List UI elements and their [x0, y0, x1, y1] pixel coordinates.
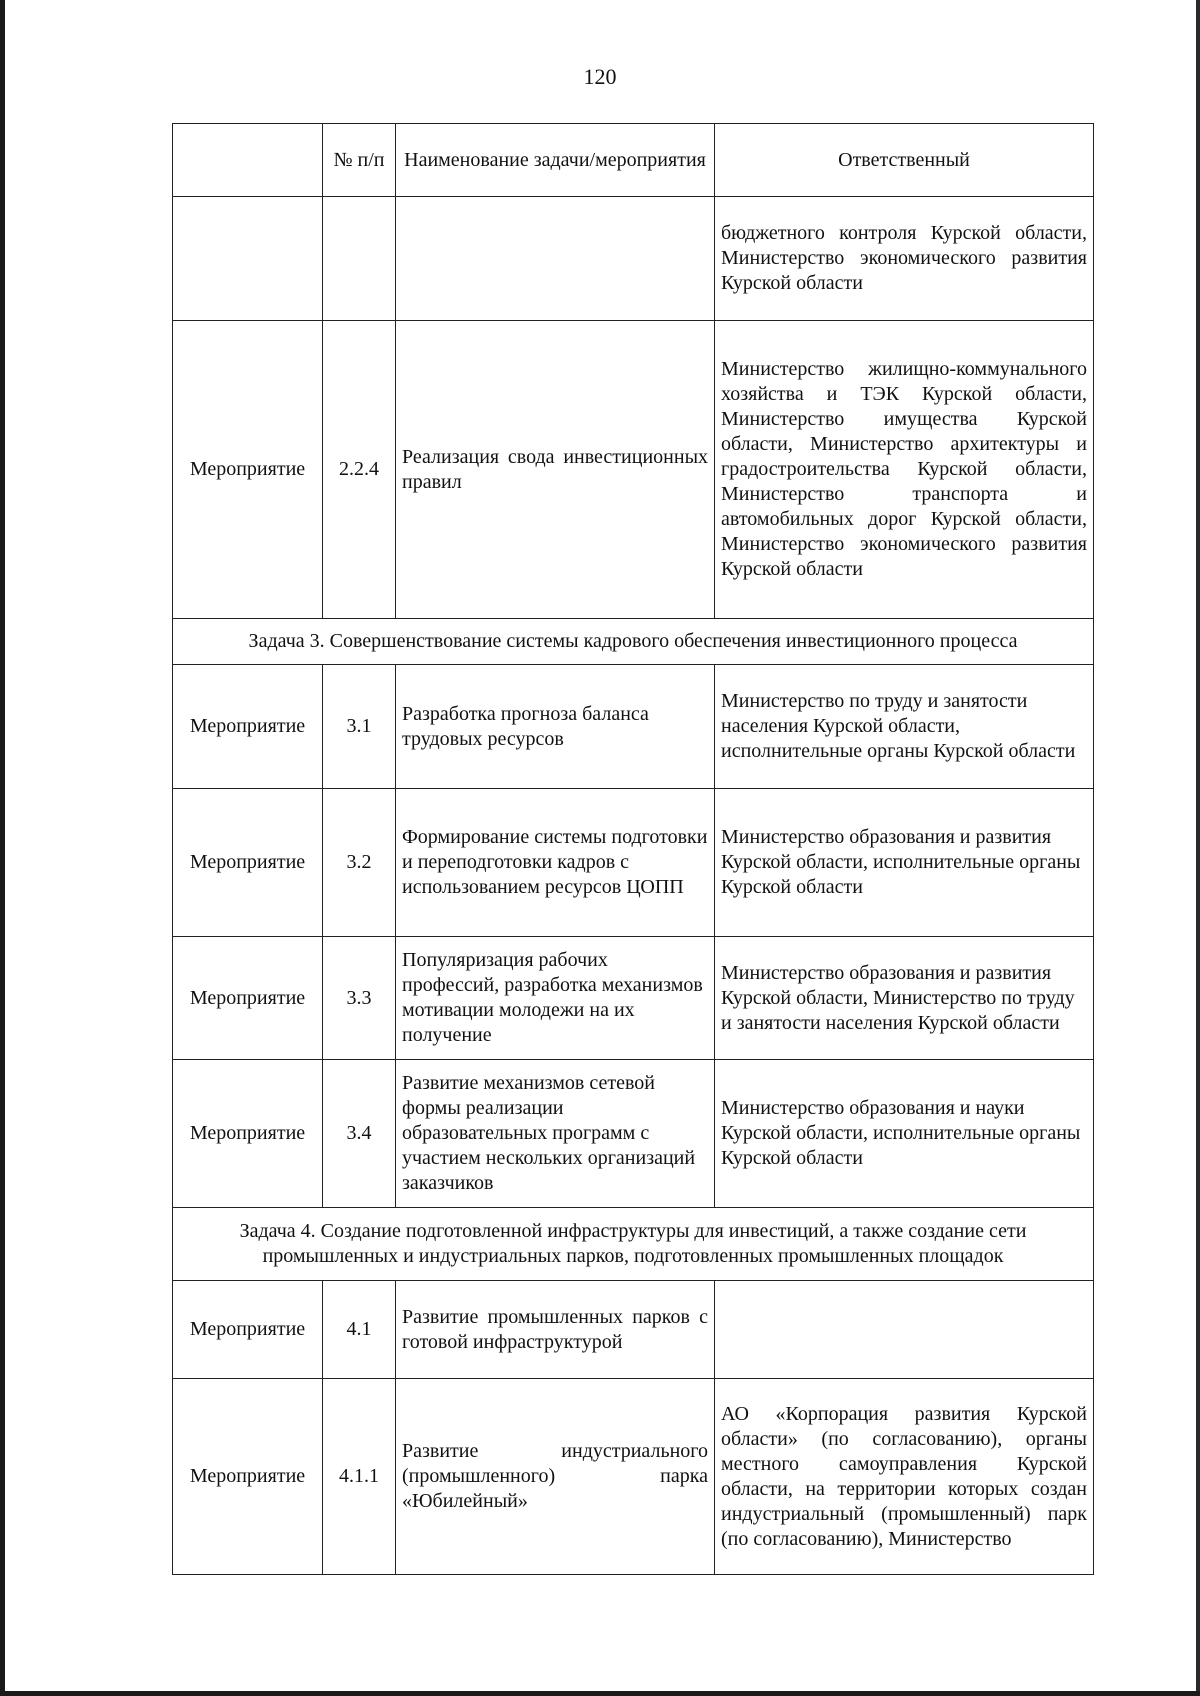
- cell-responsible: [715, 1281, 1094, 1379]
- cell-name: Формирование системы подготовки и переподготовки кадров с использованием ресурсов ЦОПП: [396, 789, 715, 937]
- task-heading-row: [173, 619, 1094, 665]
- header-type: [173, 124, 323, 197]
- cell-type: Мероприятие: [173, 789, 323, 937]
- cell-name: [396, 197, 715, 321]
- cell-name: Развитие индустриального (промышленного) парка «Юбилейный»: [396, 1379, 715, 1575]
- cell-responsible: Министерство по труду и занятости населения Курской области, исполнительные органы Курской области: [715, 665, 1094, 789]
- cell-name: Популяризация рабочих профессий, разработка механизмов мотивации молодежи на их получение: [396, 937, 715, 1060]
- cell-name: Развитие механизмов сетевой формы реализации образовательных программ с участием нескольких организаций заказчиков: [396, 1060, 715, 1208]
- cell-number: 3.3: [323, 937, 396, 1060]
- cell-responsible: Министерство образования и науки Курской области, исполнительные органы Курской области: [715, 1060, 1094, 1208]
- table-header-row: [173, 124, 1094, 197]
- cell-number: 3.4: [323, 1060, 396, 1208]
- task-4-title: Задача 4. Создание подготовленной инфраструктуры для инвестиций, а также создание сети промышленных и индустриальных парков, подготовленных промышленных площадок: [173, 1208, 1094, 1281]
- cell-type: Мероприятие: [173, 321, 323, 619]
- header-number: № п/п: [323, 124, 396, 197]
- action-plan-table: [172, 123, 1094, 1575]
- header-name: Наименование задачи/мероприятия: [396, 124, 715, 197]
- cell-type: Мероприятие: [173, 1379, 323, 1575]
- cell-responsible: бюджетного контроля Курской области, Министерство экономического развития Курской области: [715, 197, 1094, 321]
- cell-type: Мероприятие: [173, 937, 323, 1060]
- cell-number: 4.1.1: [323, 1379, 396, 1575]
- cell-responsible: АО «Корпорация развития Курской области» (по согласованию), органы местного самоуправления Курской области, на территории которых создан индустриальный (промышленный) парк (по согласованию), Министерство: [715, 1379, 1094, 1575]
- cell-type: Мероприятие: [173, 1060, 323, 1208]
- table-row: [173, 321, 1094, 619]
- table-row: [173, 937, 1094, 1060]
- scan-edge-right: [1196, 0, 1200, 1696]
- cell-name: Разработка прогноза баланса трудовых ресурсов: [396, 665, 715, 789]
- table-row: [173, 789, 1094, 937]
- table-row: [173, 1281, 1094, 1379]
- page-number: 120: [583, 64, 617, 89]
- cell-type: Мероприятие: [173, 1281, 323, 1379]
- cell-type: [173, 197, 323, 321]
- header-responsible: Ответственный: [715, 124, 1094, 197]
- cell-name: Реализация свода инвестиционных правил: [396, 321, 715, 619]
- cell-number: 3.1: [323, 665, 396, 789]
- cell-name: Развитие промышленных парков с готовой инфраструктурой: [396, 1281, 715, 1379]
- cell-responsible: Министерство образования и развития Курской области, Министерство по труду и занятости населения Курской области: [715, 937, 1094, 1060]
- table-row: [173, 1379, 1094, 1575]
- cell-responsible: Министерство жилищно-коммунального хозяйства и ТЭК Курской области, Министерство имущества Курской области, Министерство архитектуры и градостроительства Курской области, Министерство транспорта и автомобильных дорог Курской области, Министерство экономического развития Курской области: [715, 321, 1094, 619]
- scan-edge-bottom: [0, 1691, 1200, 1696]
- table-row: [173, 1060, 1094, 1208]
- task-3-title: Задача 3. Совершенствование системы кадрового обеспечения инвестиционного процесса: [173, 619, 1094, 665]
- cell-number: 2.2.4: [323, 321, 396, 619]
- table-row: [173, 665, 1094, 789]
- cell-type: Мероприятие: [173, 665, 323, 789]
- scan-edge-left: [0, 0, 5, 1696]
- task-heading-row: [173, 1208, 1094, 1281]
- table-row: [173, 197, 1094, 321]
- cell-number: [323, 197, 396, 321]
- cell-responsible: Министерство образования и развития Курской области, исполнительные органы Курской области: [715, 789, 1094, 937]
- cell-number: 4.1: [323, 1281, 396, 1379]
- cell-number: 3.2: [323, 789, 396, 937]
